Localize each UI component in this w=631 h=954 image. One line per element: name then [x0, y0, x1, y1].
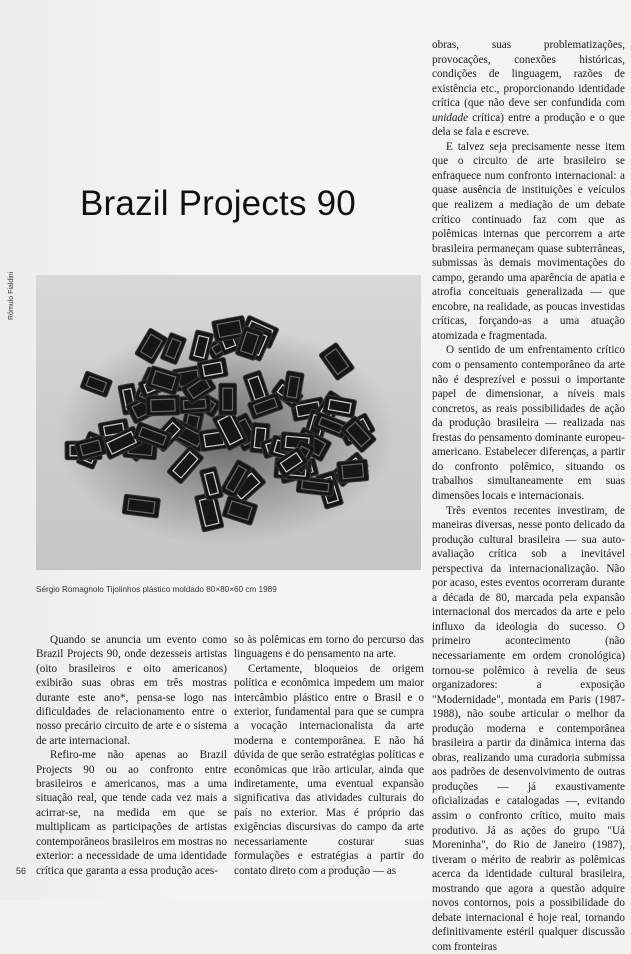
text-column-3	[432, 38, 625, 954]
paragraph: Refiro-me não apenas ao Brazil Projects 90 ou ao confronto entre brasileiros e americanos, mas a uma situação real, que tende cada vez mais a acirrar-se, na medida em que se multiplicam as participações de artistas contemporâneos brasileiros em mostras no exterior: a necessidade de uma identidade crítica que garanta a essa produção aces-	[36, 748, 227, 878]
artwork-photo	[36, 275, 421, 570]
paragraph: obras, suas problematizações, provocações, conexões históricas, condições de linguagem, razões de existência etc., proporcionando identidade crítica (que não deve ser confundida com unidade crítica) entre a produção e o que dela se fala e escreve.	[432, 38, 625, 140]
paragraph: so às polêmicas em torno do percurso das linguagens e do pensamento na arte.	[234, 633, 424, 662]
article-title: Brazil Projects 90	[80, 184, 356, 224]
text-column-2	[234, 633, 424, 878]
paragraph: Três eventos recentes investiram, de maneiras diversas, nesse ponto delicado da produção cultural brasileira — sua auto-avaliação crítica sob a inevitável perspectiva da internacionalização. Não por acaso, estes eventos ocorreram durante a década de 80, marcada pela expansão internacional dos mercados da arte e pelo influxo da ideologia do sucesso. O primeiro acontecimento (não necessariamente em ordem cronológica) tornou-se polêmico à revelia de seus organizadores: a exposição "Modernidade", montada em Paris (1987-1988), não soube articular o melhor da produção moderna e contemporânea brasileira a partir da dinâmica interna das obras, realizando uma curadoria submissa aos padrões de desenvolvimento de outras produções — já exaustivamente oficializadas e catalogadas —, evitando assim o confronto crítico, muito mais produtivo. Já as ações do grupo "Uá Moreninha", do Rio de Janeiro (1987), tiveram o mérito de reabrir as polêmicas acerca da identidade cultural brasileira, mostrando que agora a questão adquire novos contornos, pois a possibilidade do debate internacional é hoje real, tornando definitivamente estéril qualquer discussão com fronteiras	[432, 504, 625, 954]
brick-shape	[337, 459, 369, 483]
emphasis: unidade	[432, 112, 468, 124]
brick-shape	[146, 395, 180, 416]
brick-pile-image	[36, 275, 421, 570]
paragraph: E talvez seja precisamente nesse item que o circuito de arte brasileiro se enfraquece num confronto internacional: a quase ausência de instituições e veículos que realizem a mediação de um debate crítico continuado faz com que as polêmicas internas que percorrem a arte brasileira permaneçam quase subterrâneas, submissas às demais movimentações do campo, gerando uma aparência de apatia e atrofia conceituais generalizada — que encobre, na realidade, as poucas investidas críticas, forçando-as a uma atuação atomizada e fragmentada.	[432, 140, 625, 344]
brick-shape	[122, 494, 160, 518]
brick-shape	[219, 383, 237, 415]
photo-caption: Sérgio Romagnolo Tijolinhos plástico moldado 80×80×60 cm 1989	[36, 585, 277, 594]
paragraph: O sentido de um enfrentamento crítico com o pensamento contemporâneo da arte não é desprezível e possui o importante papel de dimensionar, a níveis mais concretos, as reais possibilidades de ação da produção brasileira — realizada nas frestas do pensamento dominante europeu-americano. Estabelecer diferenças, a partir do confronto polêmico, situando os trabalhos simultaneamente em suas dimensões locais e internacionais.	[432, 343, 625, 503]
paragraph: Certamente, bloqueios de origem política e econômica impedem um maior intercâmbio plástico entre o Brasil e o exterior, fundamental para que se cumpra a vocação internacionalista da arte moderna e contemporânea. E não há dúvida de que serão estratégias políticas e econômicas que irão articular, ainda que indiretamente, uma eventual expansão significativa das atividades culturais do país no exterior. Mas é próprio das exigências discursivas do campo da arte necessariamente costurar suas formulações e estratégias a partir do contato direto com a produção — as	[234, 662, 424, 878]
text-column-1	[36, 633, 227, 878]
paragraph: Quando se anuncia um evento como Brazil Projects 90, onde dezesseis artistas (oito brasileiros e oito americanos) exibirão suas obras em três mostras durante este ano*, pensa-se logo nas dificuldades de relacionamento entre o nosso precário circuito de arte e o sistema de arte internacional.	[36, 633, 227, 748]
page-number: 56	[16, 866, 26, 876]
photo-credit: Rômulo Fialdini	[8, 272, 15, 320]
